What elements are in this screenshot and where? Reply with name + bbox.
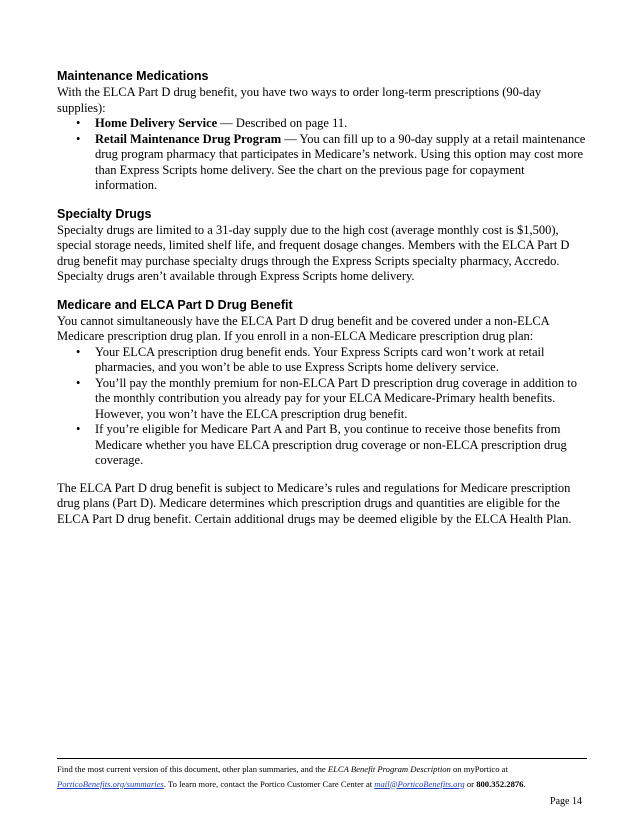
bullet-list [57,116,587,194]
section-heading: Medicare and ELCA Part D Drug Benefit [57,297,293,312]
closing-paragraph: The ELCA Part D drug benefit is subject to Medicare’s rules and regulations for Medicare prescription drug plans (Part D). Medicare determines which prescription drugs and quantities are eligible for the ELCA Part D drug benefit. Certain additional drugs may be deemed eligible by the ELCA Health Plan. [57,480,572,526]
list-item [57,132,587,194]
list-item [57,116,587,132]
email-link[interactable]: mail@PorticoBenefits.org [374,778,465,789]
footer-text: . To learn more, contact the Portico Customer Care Center at [163,778,375,789]
bullet-icon: • [76,375,81,390]
section-body: Specialty drugs are limited to a 31-day supply due to the high cost (average monthly cost is $1,500), special storage needs, limited shelf life, and frequent dosage changes. Members with the ELCA Part D drug benefit may purchase specialty drugs through the Express Scripts specialty pharmacy, Accredo. Specialty drugs aren’t available through Express Scripts home delivery. [57,222,570,283]
summaries-link[interactable]: PorticoBenefits.org/summaries [57,778,164,789]
item-text: — Described on page 11. [217,116,348,130]
page-footer [57,758,587,791]
item-label: Retail Maintenance Drug Program [95,131,282,146]
item-text: — You can fill up to a 90-day supply at a retail maintenance drug program pharmacy that participates in Medicare’s network. Using this option may cost more than Express Scripts home delivery. See the chart on the previous page for copayment information. [95,131,586,192]
page-number: Page 14 [550,796,582,807]
section-intro: You cannot simultaneously have the ELCA Part D drug benefit and be covered under a non-ELCA Medicare prescription drug plan. If you enroll in a non-ELCA Medicare prescription drug plan: [57,313,550,343]
section-heading: Maintenance Medications [57,69,209,83]
list-item [57,376,587,423]
document-body [57,68,587,527]
footer-text: or [464,778,477,789]
section-maintenance-medications [57,68,587,194]
bullet-list [57,345,587,469]
footer-text: Find the most current version of this document, other plan summaries, and the [57,764,328,774]
item-label: Home Delivery Service [95,116,218,130]
section-specialty-drugs [57,206,587,285]
bullet-icon: • [76,422,81,436]
item-text: Your ELCA prescription drug benefit ends. Your Express Scripts card won’t work at retail pharmacies, and you won’t be able to use Express Scripts home delivery service. [95,344,545,374]
list-item [57,345,587,376]
section-intro: With the ELCA Part D drug benefit, you have two ways to order long-term prescriptions (90-day supplies): [57,85,542,115]
section-heading: Specialty Drugs [57,206,152,221]
item-text: You’ll pay the monthly premium for non-ELCA Part D prescription drug coverage in addition to the monthly contribution you already pay for your ELCA Medicare-Primary health benefits. However, you won’t have the ELCA prescription drug benefit. [95,375,577,421]
bullet-icon: • [76,116,81,130]
bullet-icon: • [76,344,81,359]
bullet-icon: • [76,131,81,146]
list-item [57,422,587,469]
footer-doc-title: ELCA Benefit Program Description [327,764,451,774]
section-medicare-part-d [57,297,587,469]
footer-text: on myPortico at [450,764,508,774]
footer-text: . [523,778,526,789]
item-text: If you’re eligible for Medicare Part A and Part B, you continue to receive those benefits from Medicare whether you have ELCA prescription drug coverage or non-ELCA prescription drug coverage. [95,422,567,467]
phone-number: 800.352.2876 [476,778,524,789]
